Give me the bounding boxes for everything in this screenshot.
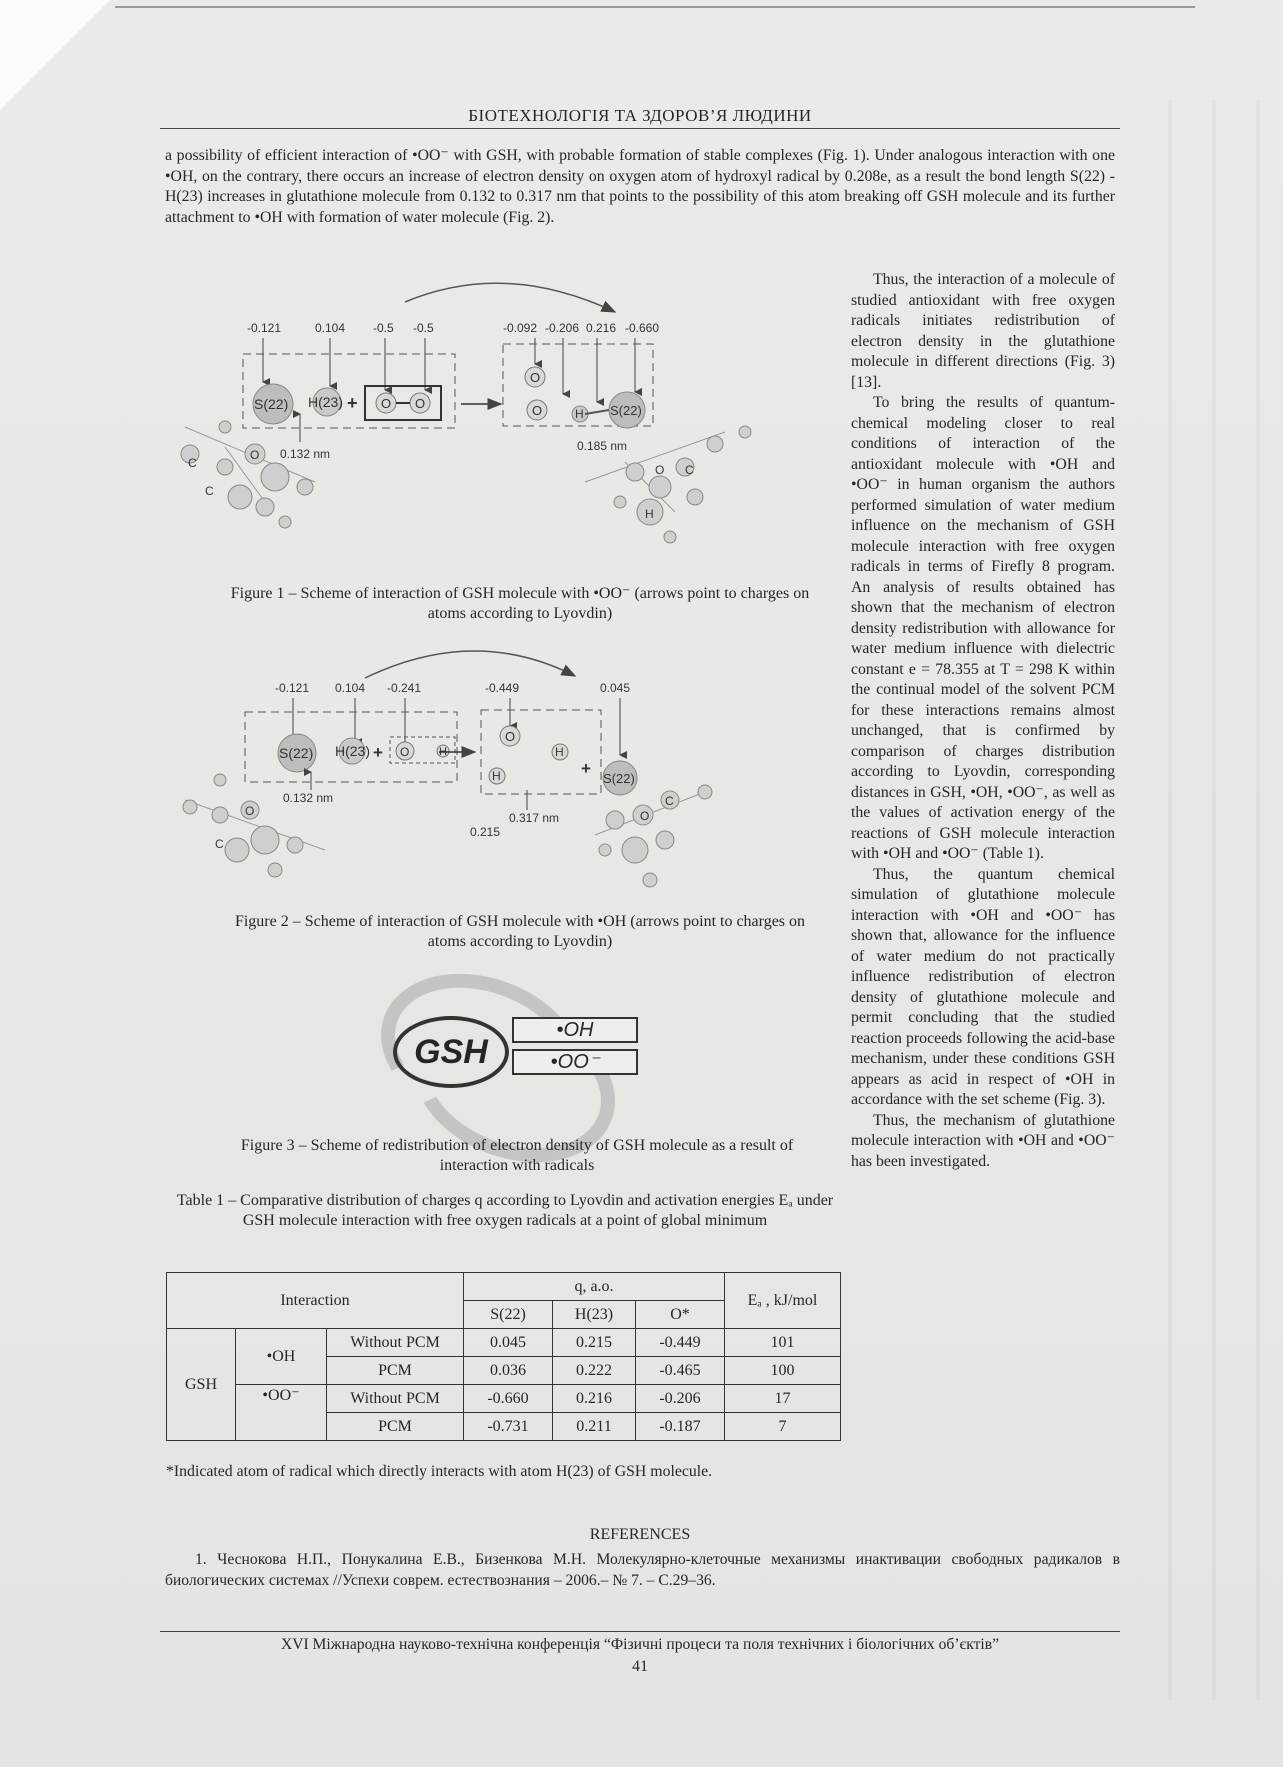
cell-ea: 17 [725, 1385, 841, 1413]
right-paragraph-2: To bring the results of quantum-chemical modeling closer to real conditions of interaction of the antioxidant molecule with •OH and •OO⁻ in human organism the authors performed simulation of water medium influence on the mechanism of GSH molecule interaction with free oxygen radicals in terms of Firefly 8 program. An analysis of results obtained has shown that the mechanism of electron density redistribution with allowance for water medium influence with dielectric constant e = 78.355 at T = 298 K within the continual model of the solvent PCM for these interactions remains almost unchanged, that is confirmed by comparison of charges distribution according to Lyovdin, corresponding distances in GSH, •OH, •OO⁻, as well as the values of activation energy of the reactions of GSH molecule interaction with •OH and •OO⁻ (Table 1). [851, 394, 1115, 862]
f1-charge-right-4: -0.660 [625, 321, 660, 335]
f1-o-left: O [381, 396, 392, 411]
table-row [167, 1329, 841, 1357]
cell-o: -0.206 [636, 1385, 725, 1413]
cell-medium: PCM [327, 1413, 464, 1441]
f1-atom-o-left: O [250, 448, 260, 462]
f1-atom-c-left: C [188, 456, 197, 470]
th-ea: Eₐ , kJ/mol [725, 1273, 841, 1329]
table-header-row [167, 1273, 841, 1301]
f1-o-lower: O [532, 403, 543, 418]
f1-transfer-arc [405, 283, 615, 312]
cell-h23: 0.222 [553, 1357, 636, 1385]
figure-2-caption: Figure 2 – Scheme of interaction of GSH molecule with •OH (arrows point to charges on atoms according to Lyovdin) [234, 913, 806, 950]
f1-atom-s22-right: S(22) [610, 403, 642, 418]
figure-2 [165, 650, 845, 915]
folded-corner [0, 0, 110, 110]
footer-rule [160, 1631, 1120, 1632]
f2-charge-left-2: 0.104 [335, 681, 366, 695]
cell-h23: 0.211 [553, 1413, 636, 1441]
f2-atom-h23: H(23) [335, 743, 371, 759]
cell-h23: 0.215 [553, 1329, 636, 1357]
bleed-through-right [1128, 100, 1273, 1700]
cell-s22: 0.045 [464, 1329, 553, 1357]
cell-radical-oo: •OO⁻ [236, 1385, 327, 1441]
f2-atom-o-left: O [245, 804, 255, 818]
journal-header: БІОТЕХНОЛОГІЯ ТА ЗДОРОВ’Я ЛЮДИНИ [468, 106, 812, 125]
cell-o: -0.465 [636, 1357, 725, 1385]
th-q: q, a.o. [464, 1273, 725, 1301]
th-h23: H(23) [553, 1301, 636, 1329]
page-number: 41 [632, 1658, 648, 1675]
f2-plus: + [373, 743, 383, 762]
right-column [851, 270, 1115, 1172]
f1-gsh-molecule-left [181, 421, 315, 528]
header-rule [160, 128, 1120, 129]
f1-atom-c-left-2: C [205, 484, 214, 498]
table-1 [166, 1272, 841, 1441]
reference-item: 1. Чеснокова Н.П., Понукалина Е.В., Бизенкова М.Н. Молекулярно-клеточные механизмы инактивации свободных радикалов в биологических системах //Успехи соврем. естествознания – 2006.– № 7. – С.29–36. [165, 1551, 1120, 1589]
cell-s22: 0.036 [464, 1357, 553, 1385]
th-s22: S(22) [464, 1301, 553, 1329]
cell-medium: Without PCM [327, 1329, 464, 1357]
f3-radical-oh: •OH [512, 1017, 638, 1043]
f2-h-right: H [555, 745, 564, 759]
figure-1 [165, 282, 845, 582]
intro-paragraph: a possibility of efficient interaction of •OO⁻ with GSH, with probable formation of stable complexes (Fig. 1). Under analogous interaction with one •OH, on the contrary, there occurs an increase of electron density on oxygen atom of hydroxyl radical by 0.208e, as a result the bond length S(22) - H(23) increases in glutathione molecule from 0.132 to 0.317 nm that points to the possibility of this atom breaking off GSH molecule and its further attachment to •OH with formation of water molecule (Fig. 2). [165, 147, 1115, 226]
f1-atom-o-right: O [655, 463, 665, 477]
f1-atom-s22: S(22) [254, 396, 289, 412]
f2-charge-left-3: -0.241 [387, 681, 422, 695]
f2-h-left: H [439, 746, 447, 758]
f2-gsh-molecule-left [183, 774, 325, 877]
f2-charge-right-2: 0.045 [600, 681, 631, 695]
cell-ea: 7 [725, 1413, 841, 1441]
f2-atom-o-right2: O [640, 809, 650, 823]
f2-o-right: O [505, 729, 516, 744]
cell-s22: -0.731 [464, 1413, 553, 1441]
cell-h23: 0.216 [553, 1385, 636, 1413]
f1-atom-h-right: H [645, 507, 654, 521]
cell-medium: Without PCM [327, 1385, 464, 1413]
f2-distance-right: 0.317 nm [509, 811, 560, 825]
f2-atom-c-right: C [665, 794, 674, 808]
table-footnote: *Indicated atom of radical which directly interacts with atom H(23) of GSH molecule. [166, 1463, 713, 1480]
f1-charge-left-3: -0.5 [373, 321, 394, 335]
f1-charge-right-2: -0.206 [545, 321, 580, 335]
f1-plus: + [347, 393, 358, 413]
f2-h-upper: H [492, 769, 501, 783]
f1-distance-right: 0.185 nm [577, 439, 628, 453]
references-title: REFERENCES [589, 1526, 691, 1543]
f2-plus-right: + [581, 759, 591, 778]
f2-atom-s22-right: S(22) [603, 771, 635, 786]
f1-o-upper: O [530, 370, 541, 385]
f1-atom-h23: H(23) [308, 394, 344, 410]
f2-distance-left: 0.132 nm [283, 791, 334, 805]
f1-distance-left: 0.132 nm [280, 447, 331, 461]
figure-2-scheme [165, 650, 845, 915]
f1-charge-left-4: -0.5 [413, 321, 434, 335]
page-top-edge [115, 6, 1195, 8]
cell-s22: -0.660 [464, 1385, 553, 1413]
cell-radical-oh: •OH [236, 1329, 327, 1385]
f1-charge-right-3: 0.216 [586, 321, 617, 335]
figure-1-caption: Figure 1 – Scheme of interaction of GSH molecule with •OO⁻ (arrows point to charges on atoms according to Lyovdin) [230, 585, 810, 622]
right-paragraph-4: Thus, the mechanism of glutathione molecule interaction with •OH and •OO⁻ has been investigated. [851, 1111, 1115, 1170]
f2-o-left: O [400, 745, 410, 759]
f2-distance-extra: 0.215 [470, 825, 501, 839]
table-1-title: Table 1 – Comparative distribution of charges q according to Lyovdin and activation energies Eₐ under GSH molecule interaction with free oxygen radicals at a point of global minimum [176, 1192, 834, 1229]
f2-atom-c-left: C [215, 837, 224, 851]
f1-charge-right-1: -0.092 [503, 321, 538, 335]
f1-charge-left-2: 0.104 [315, 321, 346, 335]
cell-molecule: GSH [167, 1329, 236, 1441]
th-o: O* [636, 1301, 725, 1329]
cell-medium: PCM [327, 1357, 464, 1385]
f1-atom-h: H [575, 407, 584, 421]
f1-charge-left-1: -0.121 [247, 321, 282, 335]
f2-charge-right-1: -0.449 [485, 681, 520, 695]
th-interaction: Interaction [167, 1273, 464, 1329]
f2-gsh-molecule-right [595, 785, 712, 887]
cell-o: -0.187 [636, 1413, 725, 1441]
conference-footer: XVI Міжнародна науково-технічна конференція “Фізичні процеси та поля технічних і біологічних об’єктів” [280, 1636, 1000, 1653]
figure-1-scheme [165, 282, 845, 582]
table-row [167, 1385, 841, 1413]
right-paragraph-3: Thus, the quantum chemical simulation of glutathione molecule interaction with •OH and •OO⁻ has shown that, allowance for the influence of water medium do not practically influence redistribution of electron density of glutathione molecule and permit concluding that the studied reaction proceeds following the acid-base mechanism, under these conditions GSH appears as acid in respect of •OH in accordance with the set scheme (Fig. 3). [851, 865, 1115, 1108]
right-paragraph-1: Thus, the interaction of a molecule of studied antioxidant with free oxygen radicals initiates redistribution of electron density in the glutathione molecule in different directions (Fig. 3) [13]. [851, 271, 1115, 391]
f1-atom-c-right: C [685, 463, 694, 477]
f2-atom-s22: S(22) [279, 745, 314, 761]
f2-charge-left-1: -0.121 [275, 681, 310, 695]
cell-o: -0.449 [636, 1329, 725, 1357]
cell-ea: 100 [725, 1357, 841, 1385]
figure-3-caption: Figure 3 – Scheme of redistribution of electron density of GSH molecule as a result of interaction with radicals [240, 1137, 794, 1174]
f1-o-right: O [415, 396, 426, 411]
f3-gsh-center: GSH [393, 1016, 509, 1088]
f3-radical-oo: •OO⁻ [512, 1049, 638, 1075]
cell-ea: 101 [725, 1329, 841, 1357]
